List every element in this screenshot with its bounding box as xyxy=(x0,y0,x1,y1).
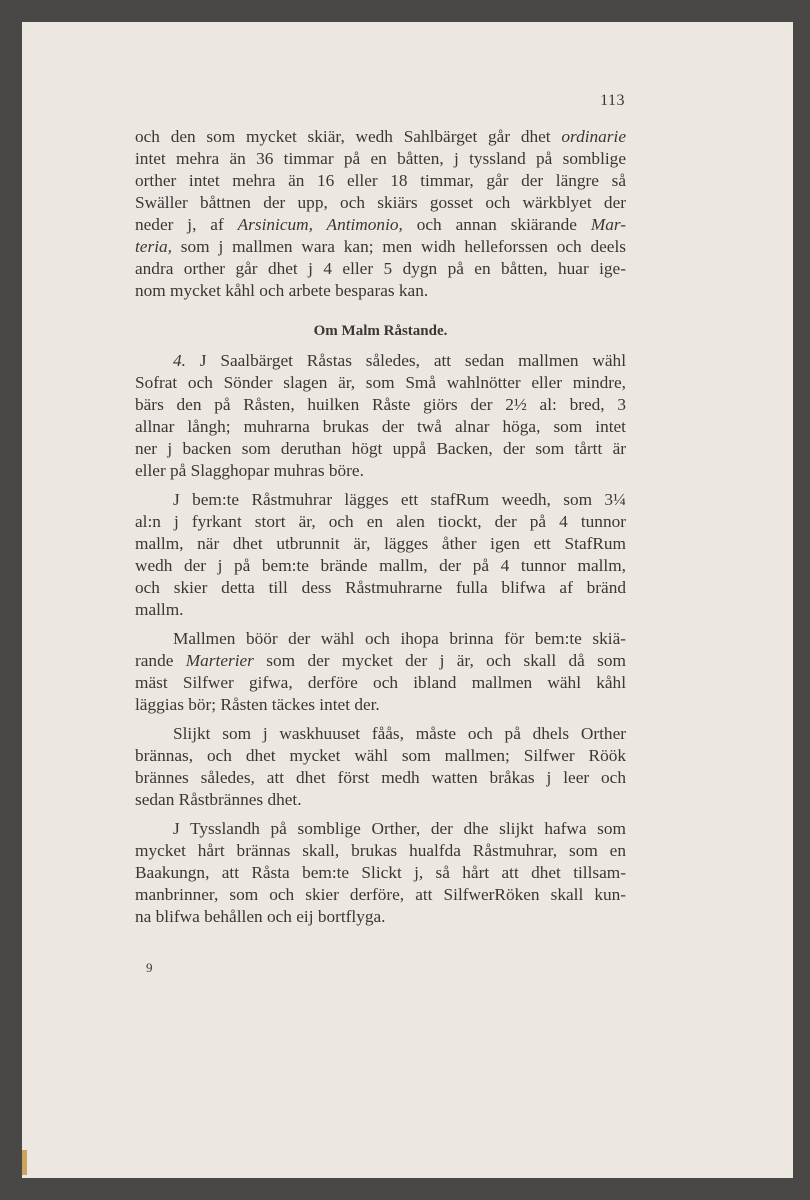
paragraph xyxy=(135,126,626,302)
text-run: intet mehra än 36 timmar på en båtten, j tyssland på somblige xyxy=(135,149,626,168)
text-run: J bem:te Råstmuhrar lägges ett stafRum weedh, som 3¼ xyxy=(173,490,626,509)
text-line xyxy=(135,533,626,555)
text-run: ner j backen som deruthan högt uppå Backen, der som tårtt är xyxy=(135,439,626,458)
text-run: wedh der j på bem:te brände mallm, der på 4 tunnor mallm, xyxy=(135,556,626,575)
italic-text: teria, xyxy=(135,237,172,256)
text-run: och den som mycket skiär, wedh Sahlbärget går dhet xyxy=(135,127,562,146)
italic-text: Mar- xyxy=(590,215,626,234)
text-line xyxy=(135,148,626,170)
text-run: Baakungn, att Råsta bem:te Slickt j, så hårt att dhet tillsam- xyxy=(135,863,626,882)
text-line xyxy=(135,372,626,394)
page-edge-mark xyxy=(22,1150,27,1175)
italic-text: 4. xyxy=(173,351,186,370)
italic-text: ordinarie xyxy=(561,127,626,146)
page-number: 113 xyxy=(600,92,625,109)
text-line xyxy=(135,214,626,236)
text-run: orther intet mehra än 16 eller 18 timmar, går der längre så xyxy=(135,171,626,190)
text-line xyxy=(135,789,626,811)
text-line xyxy=(135,694,626,716)
text-run: och annan skiärande xyxy=(402,215,591,234)
text-line xyxy=(135,438,626,460)
text-run: na blifwa behållen och eij bortflyga. xyxy=(135,907,386,926)
text-line xyxy=(135,236,626,258)
paragraph xyxy=(135,489,626,621)
paragraph xyxy=(135,350,626,482)
signature-mark: 9 xyxy=(146,960,153,975)
text-run: mallm, när dhet utbrunnit är, lägges åther igen ett StafRum xyxy=(135,534,626,553)
text-line xyxy=(135,745,626,767)
text-line xyxy=(135,599,626,621)
text-line xyxy=(135,350,626,372)
text-run: mallm. xyxy=(135,600,184,619)
text-run: Sofrat och Sönder slagen är, som Små wahlnötter eller mindre, xyxy=(135,373,626,392)
paragraph xyxy=(135,723,626,811)
text-line xyxy=(135,723,626,745)
text-line xyxy=(135,511,626,533)
text-run: mäst Silfwer gifwa, derföre och ibland mallmen wähl kåhl xyxy=(135,673,626,692)
text-line xyxy=(135,650,626,672)
text-line xyxy=(135,192,626,214)
text-run: sedan Råstbrännes dhet. xyxy=(135,790,302,809)
text-run: läggias bör; Råsten täckes intet der. xyxy=(135,695,380,714)
text-run: bärs den på Råsten, huilken Råste giörs der 2½ al: bred, 3 xyxy=(135,395,626,414)
text-line xyxy=(135,126,626,148)
text-line xyxy=(135,884,626,906)
text-line xyxy=(135,577,626,599)
text-line xyxy=(135,258,626,280)
text-run: nom mycket kåhl och arbete besparas kan. xyxy=(135,281,429,300)
text-line xyxy=(135,170,626,192)
paragraph xyxy=(135,628,626,716)
text-run: manbrinner, som och skier derföre, att SilfwerRöken skall kun- xyxy=(135,885,626,904)
text-line xyxy=(135,767,626,789)
italic-text: Marterier xyxy=(185,651,254,670)
text-run: brännes således, att dhet först medh watten bråkas j leer och xyxy=(135,768,626,787)
text-line xyxy=(135,489,626,511)
body-text xyxy=(135,126,626,935)
text-run: rande xyxy=(135,651,186,670)
text-run: J Saalbärget Råstas således, att sedan mallmen wähl xyxy=(185,351,626,370)
text-run: Swäller båttnen der upp, och skiärs gosset och wärkblyet der xyxy=(135,193,626,212)
text-line xyxy=(135,840,626,862)
text-line xyxy=(135,394,626,416)
text-run: al:n j fyrkant stort är, och en alen tiockt, der på 4 tunnor xyxy=(135,512,626,531)
text-run: J Tysslandh på somblige Orther, der dhe slijkt hafwa som xyxy=(173,819,626,838)
text-line xyxy=(135,460,626,482)
text-line xyxy=(135,818,626,840)
text-run: mycket hårt brännas skall, brukas hualfda Råstmuhrar, som en xyxy=(135,841,626,860)
text-line xyxy=(135,862,626,884)
text-run: andra orther går dhet j 4 eller 5 dygn på en båtten, huar ige- xyxy=(135,259,626,278)
text-line xyxy=(135,672,626,694)
text-run: brännas, och dhet mycket wähl som mallmen; Silfwer Röök xyxy=(135,746,626,765)
text-line xyxy=(135,628,626,650)
italic-text: Arsinicum, Antimonio, xyxy=(237,215,403,234)
text-run: Slijkt som j waskhuuset fåås, måste och på dhels Orther xyxy=(173,724,626,743)
text-run: Mallmen böör der wähl och ihopa brinna för bem:te skiä- xyxy=(173,629,626,648)
text-line xyxy=(135,906,626,928)
text-line xyxy=(135,416,626,438)
text-run: som der mycket der j är, och skall då som xyxy=(253,651,626,670)
text-run: neder j, af xyxy=(135,215,238,234)
text-run: eller på Slagghopar muhras böre. xyxy=(135,461,364,480)
section-heading: Om Malm Råstande. xyxy=(313,323,448,339)
text-line xyxy=(135,555,626,577)
text-run: allnar långh; muhrarna brukas der twå alnar höga, som intet xyxy=(135,417,626,436)
text-run: som j mallmen wara kan; men widh helleforssen och deels xyxy=(171,237,626,256)
text-run: och skier detta till dess Råstmuhrarne fulla blifwa af bränd xyxy=(135,578,626,597)
paragraph xyxy=(135,818,626,928)
text-line xyxy=(135,280,626,302)
